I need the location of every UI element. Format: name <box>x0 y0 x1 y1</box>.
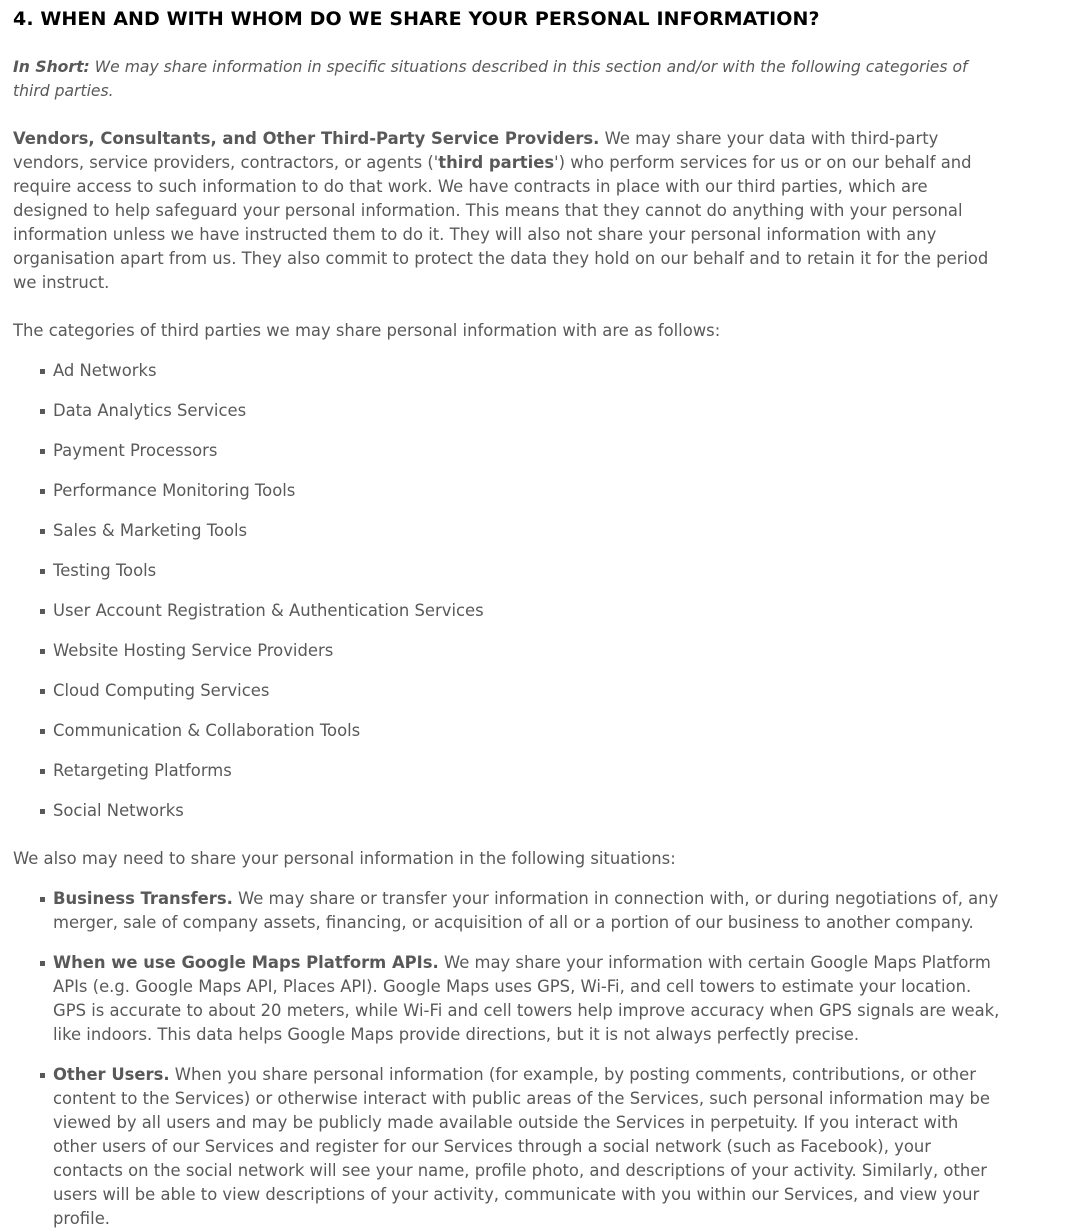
list-item: Ad Networks <box>53 359 1003 383</box>
situation-text: When you share personal information (for example, by posting comments, contributions, or other content to the Services) or otherwise interact with public areas of the Services, such personal information may be viewed by all users and may be publicly made available outside the Services in perpetuity. If you interact with other users of our Services and register for our Services through a social network (such as Facebook), your contacts on the social network will see your name, profile photo, and descriptions of your activity. Similarly, other users will be able to view descriptions of your activity, communicate with you within our Services, and view your profile. <box>53 1065 990 1228</box>
list-item: Social Networks <box>53 799 1003 823</box>
section-title: 4. WHEN AND WITH WHOM DO WE SHARE YOUR PERSONAL INFORMATION? <box>13 8 820 30</box>
vendors-text-2: ') who perform services for us or on our behalf and require access to such information to do that work. We have contracts in place with our third parties, which are designed to help safeguard your personal information. This means that they cannot do anything with your personal information unless we have instructed them to do it. They will also not share your personal information with any organisation apart from us. They also commit to protect the data they hold on our behalf and to retain it for the period we instruct. <box>13 153 989 292</box>
in-short-summary <box>13 55 1003 103</box>
situation-text: We may share or transfer your information in connection with, or during negotiations of, any merger, sale of company assets, financing, or acquisition of all or a portion of our business to another company. <box>53 889 999 932</box>
categories-list <box>13 359 1003 823</box>
list-item: Performance Monitoring Tools <box>53 479 1003 503</box>
list-item: Cloud Computing Services <box>53 679 1003 703</box>
list-item: Payment Processors <box>53 439 1003 463</box>
vendors-bold-term: third parties <box>438 153 555 172</box>
situation-text: We may share your information with certain Google Maps Platform APIs (e.g. Google Maps API, Places API). Google Maps uses GPS, Wi-Fi, and cell towers to estimate your location. GPS is accurate to about 20 meters, while Wi-Fi and cell towers help improve accuracy when GPS signals are weak, like indoors. This data helps Google Maps provide directions, but it is not always perfectly precise. <box>53 953 1000 1044</box>
situation-item-other-users <box>53 1063 1003 1231</box>
categories-intro: The categories of third parties we may share personal information with are as follows: <box>13 321 721 340</box>
situations-intro: We also may need to share your personal information in the following situations: <box>13 849 676 868</box>
list-item: Retargeting Platforms <box>53 759 1003 783</box>
in-short-lead: In Short: <box>13 58 90 76</box>
list-item: Data Analytics Services <box>53 399 1003 423</box>
in-short-text: We may share information in specific situations described in this section and/or with the following categories of third parties. <box>13 58 968 100</box>
situation-lead: Business Transfers. <box>53 889 233 908</box>
vendors-lead: Vendors, Consultants, and Other Third-Party Service Providers. <box>13 129 600 148</box>
situation-lead: When we use Google Maps Platform APIs. <box>53 953 439 972</box>
situation-item-google-maps <box>53 951 1003 1047</box>
list-item: Communication & Collaboration Tools <box>53 719 1003 743</box>
list-item: Testing Tools <box>53 559 1003 583</box>
list-item: Website Hosting Service Providers <box>53 639 1003 663</box>
list-item: User Account Registration & Authentication Services <box>53 599 1003 623</box>
vendors-paragraph <box>13 127 1003 295</box>
situation-lead: Other Users. <box>53 1065 170 1084</box>
list-item: Sales & Marketing Tools <box>53 519 1003 543</box>
vendors-text-1: We may share your data with third-party vendors, service providers, contractors, or agents (' <box>13 129 939 172</box>
situation-item-business-transfers <box>53 887 1003 935</box>
situations-list <box>13 887 1003 1231</box>
